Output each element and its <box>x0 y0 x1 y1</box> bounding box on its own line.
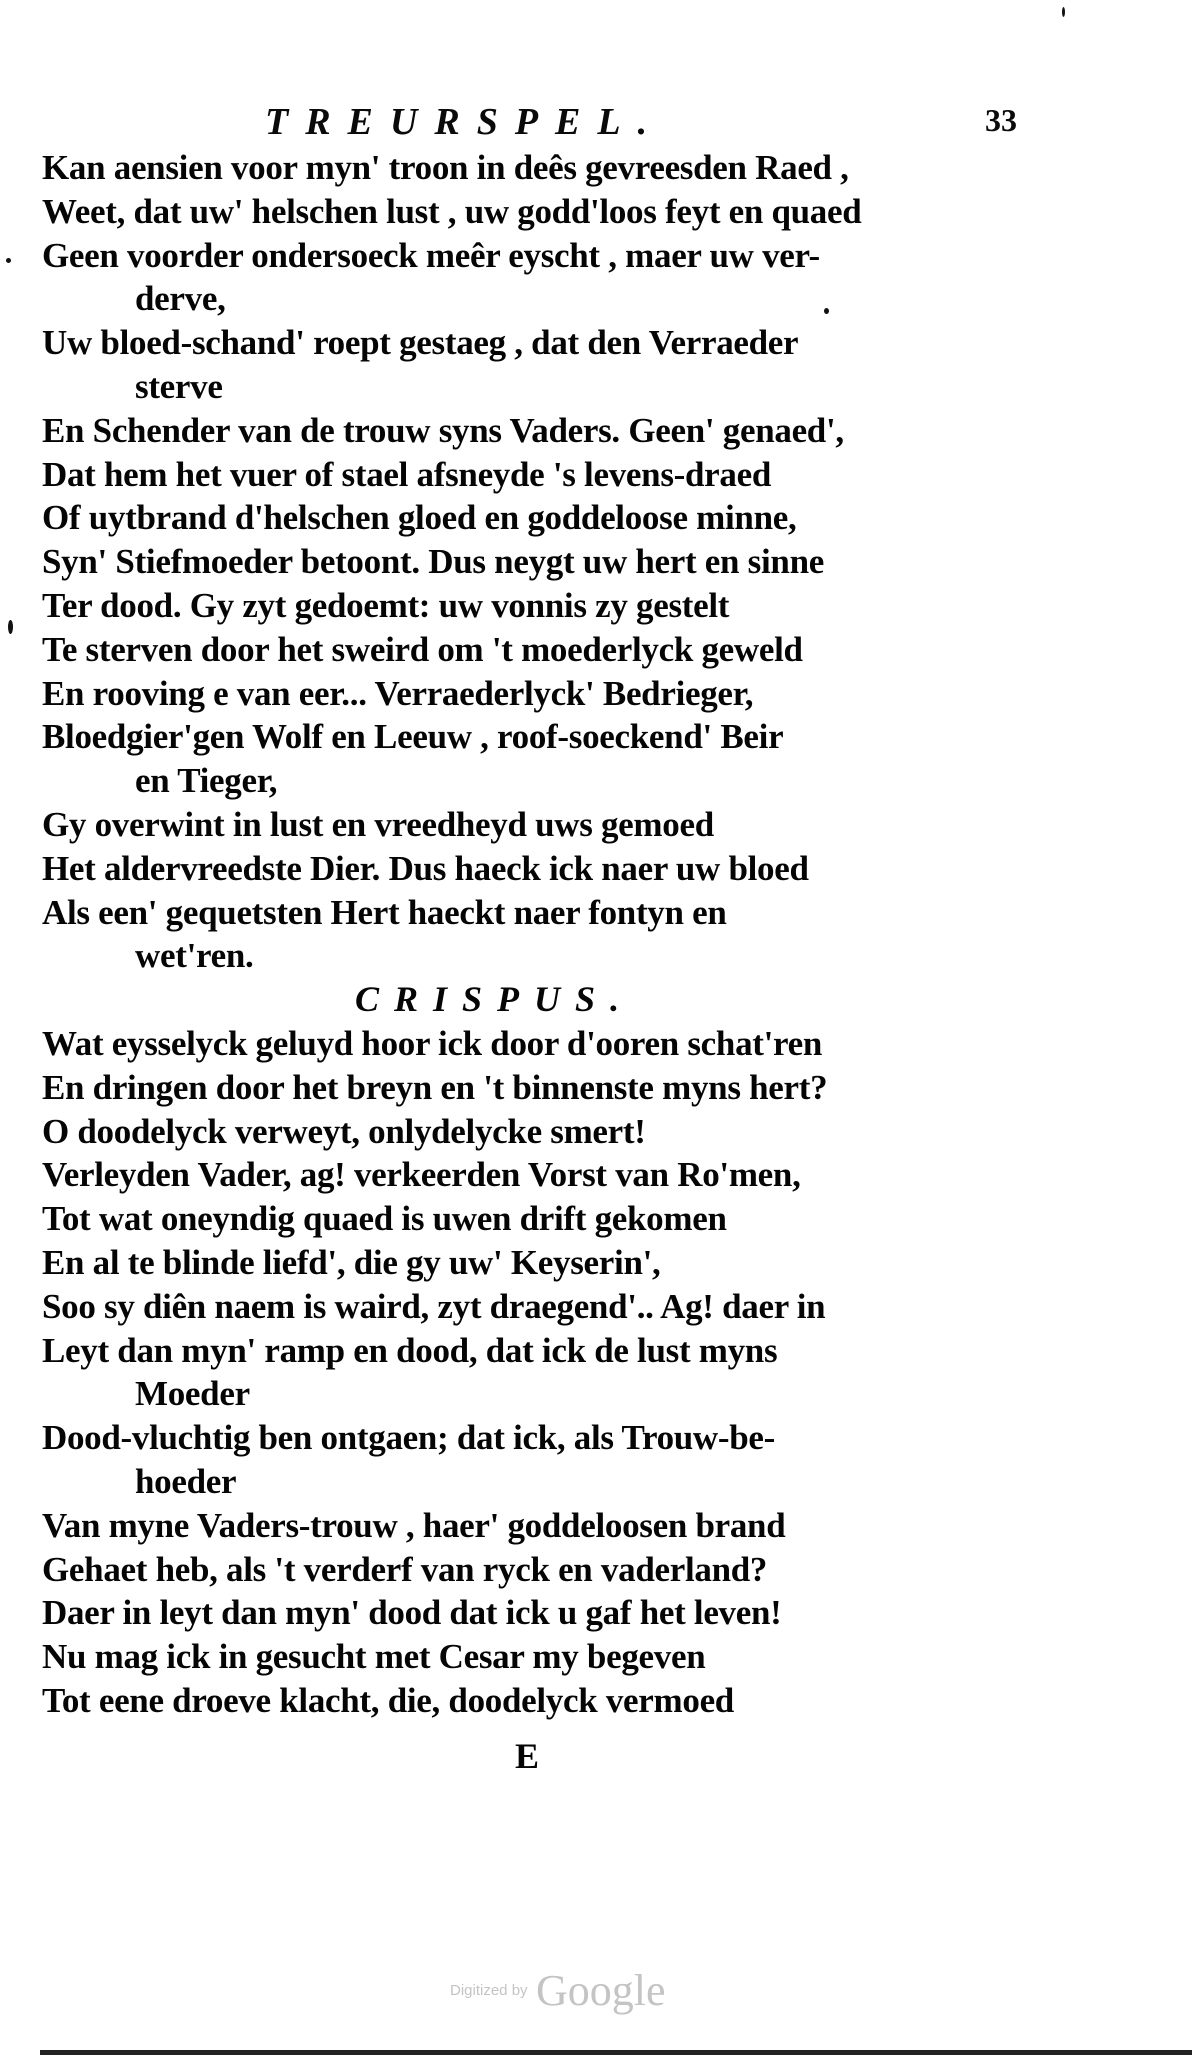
verse-line: Van myne Vaders-trouw , haer' goddeloosen brand <box>42 1505 786 1545</box>
ink-speck <box>6 258 11 263</box>
verse-line: En dringen door het breyn en 't binnenste myns hert? <box>42 1067 828 1107</box>
verse-line-continuation: hoeder <box>135 1462 237 1501</box>
verse-line: Uw bloed-schand' roept gestaeg , dat den Verraeder <box>42 323 799 363</box>
verse-line: Geen voorder ondersoeck meêr eyscht , maer uw ver- <box>42 235 820 275</box>
verse-line: Of uytbrand d'helschen gloed en goddeloose minne, <box>42 498 797 538</box>
verse-line: Tot eene droeve klacht, die, doodelyck vermoed <box>42 1681 734 1720</box>
verse-line: Daer in leyt dan myn' dood dat ick u gaf het leven! <box>42 1593 782 1633</box>
verse-line: Kan aensien voor myn' troon in deês gevreesden Raed , <box>42 148 849 187</box>
watermark-prefix: Digitized by <box>450 1982 528 1999</box>
verse-line: En rooving e van eer... Verraederlyck' Bedrieger, <box>42 673 754 713</box>
verse-line: Het aldervreedste Dier. Dus haeck ick naer uw bloed <box>42 848 809 888</box>
verse-line-continuation: wet'ren. <box>135 936 254 976</box>
verse-line: Leyt dan myn' ramp en dood, dat ick de lust myns <box>42 1330 778 1370</box>
ink-speck <box>8 620 13 634</box>
verse-line: Te sterven door het sweird om 't moederlyck geweld <box>42 629 803 669</box>
verse-line: Bloedgier'gen Wolf en Leeuw , roof-soeckend' Beir <box>42 717 784 757</box>
verse-line: Nu mag ick in gesucht met Cesar my begeven <box>42 1637 706 1677</box>
verse-line: Soo sy diên naem is waird, zyt draegend'.. Ag! daer in <box>42 1286 826 1326</box>
verse-line: En Schender van de trouw syns Vaders. Geen' genaed', <box>42 410 844 450</box>
verse-line: Weet, dat uw' helschen lust , uw godd'loos feyt en quaed <box>42 191 862 231</box>
verse-line-continuation: sterve <box>135 367 223 406</box>
verse-line: Dood-vluchtig ben ontgaen; dat ick, als Trouw-be- <box>42 1418 776 1458</box>
verse-line: Gy overwint in lust en vreedheyd uws gemoed <box>42 805 714 844</box>
running-title: TREURSPEL. <box>265 101 665 143</box>
verse-line: En al te blinde liefd', die gy uw' Keyserin', <box>42 1243 661 1282</box>
verse-line: Gehaet heb, als 't verderf van ryck en vaderland? <box>42 1549 768 1589</box>
verse-line: Verleyden Vader, ag! verkeerden Vorst van Ro'men, <box>42 1155 801 1195</box>
verse-line-continuation: en Tieger, <box>135 761 278 801</box>
verse-line: Dat hem het vuer of stael afsneyde 's levens-draed <box>42 454 771 494</box>
verse-line: O doodelyck verweyt, onlydelycke smert! <box>42 1111 646 1151</box>
watermark-brand: Google <box>536 1966 666 2015</box>
speaker-name: CRISPUS. <box>355 979 635 1020</box>
verse-line: Ter dood. Gy zyt gedoemt: uw vonnis zy gestelt <box>42 586 730 625</box>
page-number: 33 <box>985 102 1017 138</box>
verse-line-continuation: Moeder <box>135 1374 250 1414</box>
verse-line-continuation: derve, <box>135 279 226 319</box>
verse-line: Tot wat oneyndig quaed is uwen drift gekomen <box>42 1199 727 1239</box>
page-edge-rule <box>40 2050 1192 2055</box>
ink-speck <box>1062 7 1065 17</box>
verse-line: Syn' Stiefmoeder betoont. Dus neygt uw hert en sinne <box>42 542 824 582</box>
ink-speck <box>824 308 829 314</box>
verse-line: Wat eysselyck geluyd hoor ick door d'ooren schat'ren <box>42 1024 823 1063</box>
verse-line: Als een' gequetsten Hert haeckt naer fontyn en <box>42 892 727 932</box>
google-watermark <box>450 1965 666 2016</box>
signature-mark: E <box>515 1736 540 1776</box>
